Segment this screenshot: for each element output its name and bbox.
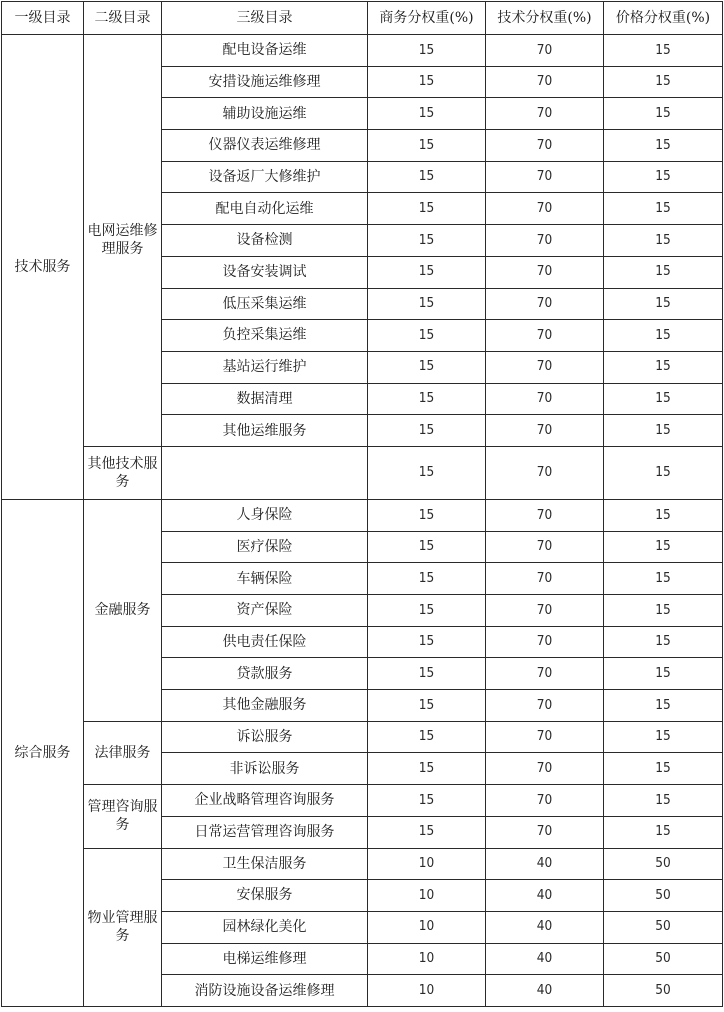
level3-cell: 其他金融服务 (162, 690, 368, 722)
level3-cell: 诉讼服务 (162, 721, 368, 753)
business-weight-cell: 15 (368, 98, 486, 130)
price-weight-cell: 15 (604, 753, 723, 785)
level3-cell: 资产保险 (162, 595, 368, 627)
level1-cell: 综合服务 (2, 499, 84, 1006)
technical-weight-cell: 70 (486, 35, 604, 67)
business-weight-cell: 10 (368, 975, 486, 1007)
business-weight-cell: 10 (368, 943, 486, 975)
level2-cell: 电网运维修理服务 (84, 35, 162, 447)
business-weight-cell: 10 (368, 848, 486, 880)
level3-cell: 消防设施设备运维修理 (162, 975, 368, 1007)
technical-weight-cell: 40 (486, 975, 604, 1007)
business-weight-cell: 10 (368, 911, 486, 943)
technical-weight-cell: 70 (486, 753, 604, 785)
business-weight-cell: 15 (368, 563, 486, 595)
price-weight-cell: 15 (604, 66, 723, 98)
technical-weight-cell: 70 (486, 66, 604, 98)
table-row (2, 848, 723, 880)
technical-weight-cell: 70 (486, 383, 604, 415)
price-weight-cell: 15 (604, 161, 723, 193)
level2-cell: 物业管理服务 (84, 848, 162, 1006)
business-weight-cell: 15 (368, 288, 486, 320)
price-weight-cell: 15 (604, 98, 723, 130)
business-weight-cell: 15 (368, 626, 486, 658)
technical-weight-cell: 70 (486, 161, 604, 193)
price-weight-cell: 15 (604, 816, 723, 848)
header-level3: 三级目录 (162, 2, 368, 35)
technical-weight-cell: 70 (486, 288, 604, 320)
technical-weight-cell: 70 (486, 499, 604, 531)
price-weight-cell: 15 (604, 721, 723, 753)
price-weight-cell: 15 (604, 130, 723, 162)
price-weight-cell: 15 (604, 531, 723, 563)
technical-weight-cell: 70 (486, 193, 604, 225)
price-weight-cell: 15 (604, 351, 723, 383)
price-weight-cell: 15 (604, 626, 723, 658)
technical-weight-cell: 40 (486, 848, 604, 880)
price-weight-cell: 50 (604, 943, 723, 975)
level3-cell: 企业战略管理咨询服务 (162, 785, 368, 817)
level3-cell: 数据清理 (162, 383, 368, 415)
table-row (2, 499, 723, 531)
level3-cell: 日常运营管理咨询服务 (162, 816, 368, 848)
level3-cell: 卫生保洁服务 (162, 848, 368, 880)
business-weight-cell: 15 (368, 499, 486, 531)
business-weight-cell: 15 (368, 225, 486, 257)
price-weight-cell: 15 (604, 288, 723, 320)
technical-weight-cell: 70 (486, 626, 604, 658)
business-weight-cell: 15 (368, 383, 486, 415)
technical-weight-cell: 70 (486, 785, 604, 817)
technical-weight-cell: 70 (486, 130, 604, 162)
technical-weight-cell: 70 (486, 721, 604, 753)
technical-weight-cell: 70 (486, 225, 604, 257)
business-weight-cell: 15 (368, 753, 486, 785)
level3-cell: 医疗保险 (162, 531, 368, 563)
technical-weight-cell: 40 (486, 943, 604, 975)
business-weight-cell: 15 (368, 256, 486, 288)
business-weight-cell: 15 (368, 161, 486, 193)
business-weight-cell: 15 (368, 415, 486, 447)
level3-cell: 安措设施运维修理 (162, 66, 368, 98)
technical-weight-cell: 70 (486, 658, 604, 690)
level3-cell: 设备返厂大修维护 (162, 161, 368, 193)
technical-weight-cell: 70 (486, 816, 604, 848)
level3-cell: 设备检测 (162, 225, 368, 257)
level3-cell: 贷款服务 (162, 658, 368, 690)
level3-cell: 人身保险 (162, 499, 368, 531)
level3-cell: 低压采集运维 (162, 288, 368, 320)
level3-cell: 辅助设施运维 (162, 98, 368, 130)
technical-weight-cell: 70 (486, 563, 604, 595)
header-business-weight: 商务分权重(%) (368, 2, 486, 35)
price-weight-cell: 15 (604, 415, 723, 447)
level2-cell: 金融服务 (84, 499, 162, 721)
level3-cell: 设备安装调试 (162, 256, 368, 288)
business-weight-cell: 10 (368, 880, 486, 912)
technical-weight-cell: 70 (486, 351, 604, 383)
business-weight-cell: 15 (368, 690, 486, 722)
business-weight-cell: 15 (368, 531, 486, 563)
level3-cell: 车辆保险 (162, 563, 368, 595)
technical-weight-cell: 70 (486, 256, 604, 288)
technical-weight-cell: 70 (486, 690, 604, 722)
table-row (2, 35, 723, 67)
level2-cell: 其他技术服务 (84, 446, 162, 499)
table-row (2, 785, 723, 817)
level3-cell: 供电责任保险 (162, 626, 368, 658)
technical-weight-cell: 40 (486, 880, 604, 912)
technical-weight-cell: 40 (486, 911, 604, 943)
level2-cell: 法律服务 (84, 721, 162, 784)
price-weight-cell: 15 (604, 193, 723, 225)
level3-cell: 配电自动化运维 (162, 193, 368, 225)
business-weight-cell: 15 (368, 658, 486, 690)
business-weight-cell: 15 (368, 130, 486, 162)
price-weight-cell: 15 (604, 320, 723, 352)
business-weight-cell: 15 (368, 816, 486, 848)
level2-cell: 管理咨询服务 (84, 785, 162, 848)
level1-cell: 技术服务 (2, 35, 84, 500)
level3-cell: 非诉讼服务 (162, 753, 368, 785)
price-weight-cell: 50 (604, 880, 723, 912)
level3-cell (162, 446, 368, 499)
price-weight-cell: 15 (604, 658, 723, 690)
price-weight-cell: 15 (604, 690, 723, 722)
business-weight-cell: 15 (368, 35, 486, 67)
price-weight-cell: 15 (604, 499, 723, 531)
business-weight-cell: 15 (368, 721, 486, 753)
business-weight-cell: 15 (368, 351, 486, 383)
level3-cell: 其他运维服务 (162, 415, 368, 447)
price-weight-cell: 15 (604, 35, 723, 67)
table-row (2, 446, 723, 499)
level3-cell: 基站运行维护 (162, 351, 368, 383)
business-weight-cell: 15 (368, 193, 486, 225)
level3-cell: 负控采集运维 (162, 320, 368, 352)
header-row (2, 2, 723, 35)
price-weight-cell: 15 (604, 256, 723, 288)
technical-weight-cell: 70 (486, 98, 604, 130)
level3-cell: 安保服务 (162, 880, 368, 912)
business-weight-cell: 15 (368, 320, 486, 352)
price-weight-cell: 50 (604, 975, 723, 1007)
business-weight-cell: 15 (368, 595, 486, 627)
table-row (2, 721, 723, 753)
price-weight-cell: 50 (604, 848, 723, 880)
level3-cell: 电梯运维修理 (162, 943, 368, 975)
header-level2: 二级目录 (84, 2, 162, 35)
weights-table (1, 1, 723, 1007)
technical-weight-cell: 70 (486, 446, 604, 499)
business-weight-cell: 15 (368, 446, 486, 499)
header-technical-weight: 技术分权重(%) (486, 2, 604, 35)
price-weight-cell: 50 (604, 911, 723, 943)
level3-cell: 仪器仪表运维修理 (162, 130, 368, 162)
price-weight-cell: 15 (604, 785, 723, 817)
technical-weight-cell: 70 (486, 415, 604, 447)
business-weight-cell: 15 (368, 785, 486, 817)
business-weight-cell: 15 (368, 66, 486, 98)
price-weight-cell: 15 (604, 595, 723, 627)
header-level1: 一级目录 (2, 2, 84, 35)
level3-cell: 园林绿化美化 (162, 911, 368, 943)
header-price-weight: 价格分权重(%) (604, 2, 723, 35)
price-weight-cell: 15 (604, 383, 723, 415)
level3-cell: 配电设备运维 (162, 35, 368, 67)
price-weight-cell: 15 (604, 563, 723, 595)
price-weight-cell: 15 (604, 225, 723, 257)
technical-weight-cell: 70 (486, 320, 604, 352)
price-weight-cell: 15 (604, 446, 723, 499)
technical-weight-cell: 70 (486, 595, 604, 627)
technical-weight-cell: 70 (486, 531, 604, 563)
